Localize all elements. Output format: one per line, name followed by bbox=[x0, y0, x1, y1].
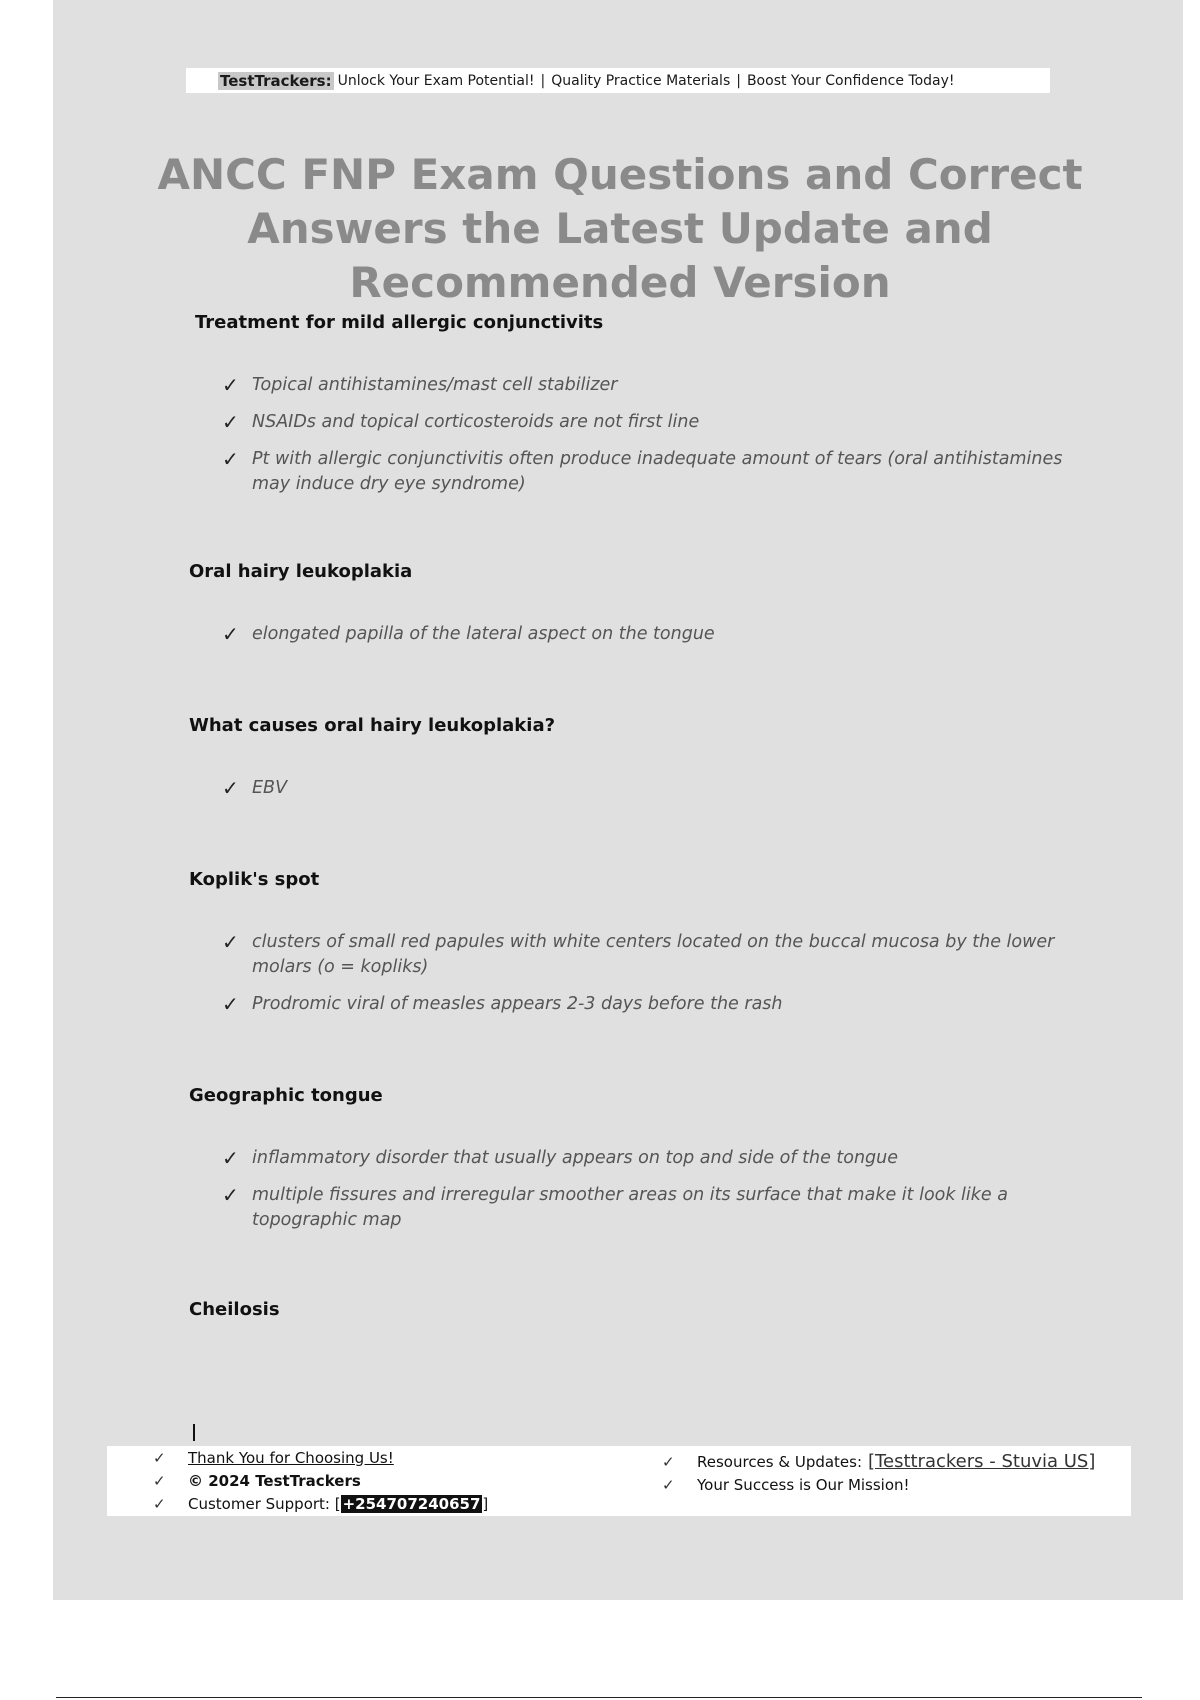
answer-item: ✓ inflammatory disorder that usually appears on top and side of the tongue bbox=[222, 1146, 899, 1170]
answer-item: ✓ NSAIDs and topical corticosteroids are not first line bbox=[222, 410, 700, 434]
answer-item: ✓ elongated papilla of the lateral aspect on the tongue bbox=[222, 622, 715, 646]
checkmark-icon: ✓ bbox=[222, 992, 239, 1016]
answer-item: ✓ Prodromic viral of measles appears 2-3 days before the rash bbox=[222, 992, 783, 1016]
checkmark-icon: ✓ bbox=[153, 1471, 166, 1490]
footer-support-close: ] bbox=[482, 1494, 489, 1513]
answer-item: ✓ clusters of small red papules with white centers located on the buccal mucosa by the lower molars (o = kopliks) bbox=[222, 930, 1055, 977]
checkmark-icon: ✓ bbox=[222, 447, 239, 471]
header-tagline-3: Boost Your Confidence Today! bbox=[746, 72, 955, 89]
qa-section bbox=[189, 312, 1069, 497]
qa-section bbox=[189, 1299, 1069, 1320]
footer-item bbox=[153, 1446, 488, 1469]
question-heading: Oral hairy leukoplakia bbox=[189, 561, 413, 582]
qa-content bbox=[189, 312, 1069, 1320]
question-heading: Koplik's spot bbox=[189, 869, 320, 890]
footer-item bbox=[153, 1492, 488, 1515]
brand-name: TestTrackers: bbox=[220, 71, 332, 90]
question-heading: Geographic tongue bbox=[189, 1085, 383, 1106]
resources-link[interactable]: [Testtrackers - Stuvia US] bbox=[868, 1451, 1096, 1472]
answer-item: ✓ EBV bbox=[222, 776, 288, 800]
footer-copyright: © 2024 TestTrackers bbox=[188, 1471, 361, 1490]
checkmark-icon: ✓ bbox=[153, 1494, 166, 1513]
qa-section bbox=[189, 561, 1069, 647]
question-heading: What causes oral hairy leukoplakia? bbox=[189, 715, 556, 736]
support-phone[interactable]: +254707240657 bbox=[342, 1494, 481, 1513]
footer-item bbox=[153, 1469, 488, 1492]
header-divider-1: | bbox=[540, 72, 546, 89]
answer-item: ✓ multiple fissures and irreregular smoother areas on its surface that make it look like a topographic map bbox=[222, 1183, 1008, 1230]
footer-resources-label: Resources & Updates: bbox=[697, 1452, 863, 1471]
answer-list bbox=[189, 1146, 1069, 1233]
footer-box bbox=[107, 1446, 1131, 1516]
checkmark-icon: ✓ bbox=[222, 1146, 239, 1170]
header-divider-2: | bbox=[736, 72, 741, 89]
header-tagline-1: Unlock Your Exam Potential! bbox=[337, 72, 535, 89]
answer-list bbox=[189, 373, 1069, 497]
checkmark-icon: ✓ bbox=[222, 776, 239, 800]
checkmark-icon: ✓ bbox=[222, 1183, 239, 1207]
footer-support-label: Customer Support: [ bbox=[188, 1494, 341, 1513]
qa-section bbox=[189, 715, 1069, 801]
checkmark-icon: ✓ bbox=[222, 373, 239, 397]
answer-list bbox=[189, 622, 1069, 647]
question-heading: Treatment for mild allergic conjunctivits bbox=[195, 312, 604, 333]
answer-list bbox=[189, 776, 1069, 801]
question-heading: Cheilosis bbox=[189, 1299, 280, 1320]
checkmark-icon: ✓ bbox=[662, 1475, 675, 1494]
footer-item bbox=[662, 1473, 1095, 1496]
header-banner bbox=[186, 68, 1050, 93]
answer-list bbox=[189, 930, 1069, 1017]
checkmark-icon: ✓ bbox=[222, 930, 239, 954]
document-title: ANCC FNP Exam Questions and Correct Answers the Latest Update and Recommended Version bbox=[157, 150, 1083, 307]
text-cursor bbox=[193, 1424, 195, 1441]
header-tagline-2: Quality Practice Materials bbox=[551, 72, 731, 89]
checkmark-icon: ✓ bbox=[153, 1448, 166, 1467]
footer-mission: Your Success is Our Mission! bbox=[697, 1475, 910, 1494]
bottom-rule bbox=[56, 1697, 1142, 1698]
qa-section bbox=[189, 869, 1069, 1017]
answer-item: ✓ Pt with allergic conjunctivitis often produce inadequate amount of tears (oral antihistamines may induce dry eye syndrome) bbox=[222, 447, 1063, 494]
checkmark-icon: ✓ bbox=[222, 410, 239, 434]
footer-thanks: Thank You for Choosing Us! bbox=[188, 1448, 394, 1467]
qa-section bbox=[189, 1085, 1069, 1233]
checkmark-icon: ✓ bbox=[222, 622, 239, 646]
footer-right-column bbox=[662, 1450, 1095, 1496]
checkmark-icon: ✓ bbox=[662, 1452, 675, 1471]
footer-left-column bbox=[153, 1446, 488, 1515]
answer-item: ✓ Topical antihistamines/mast cell stabilizer bbox=[222, 373, 618, 397]
footer-item bbox=[662, 1450, 1095, 1473]
